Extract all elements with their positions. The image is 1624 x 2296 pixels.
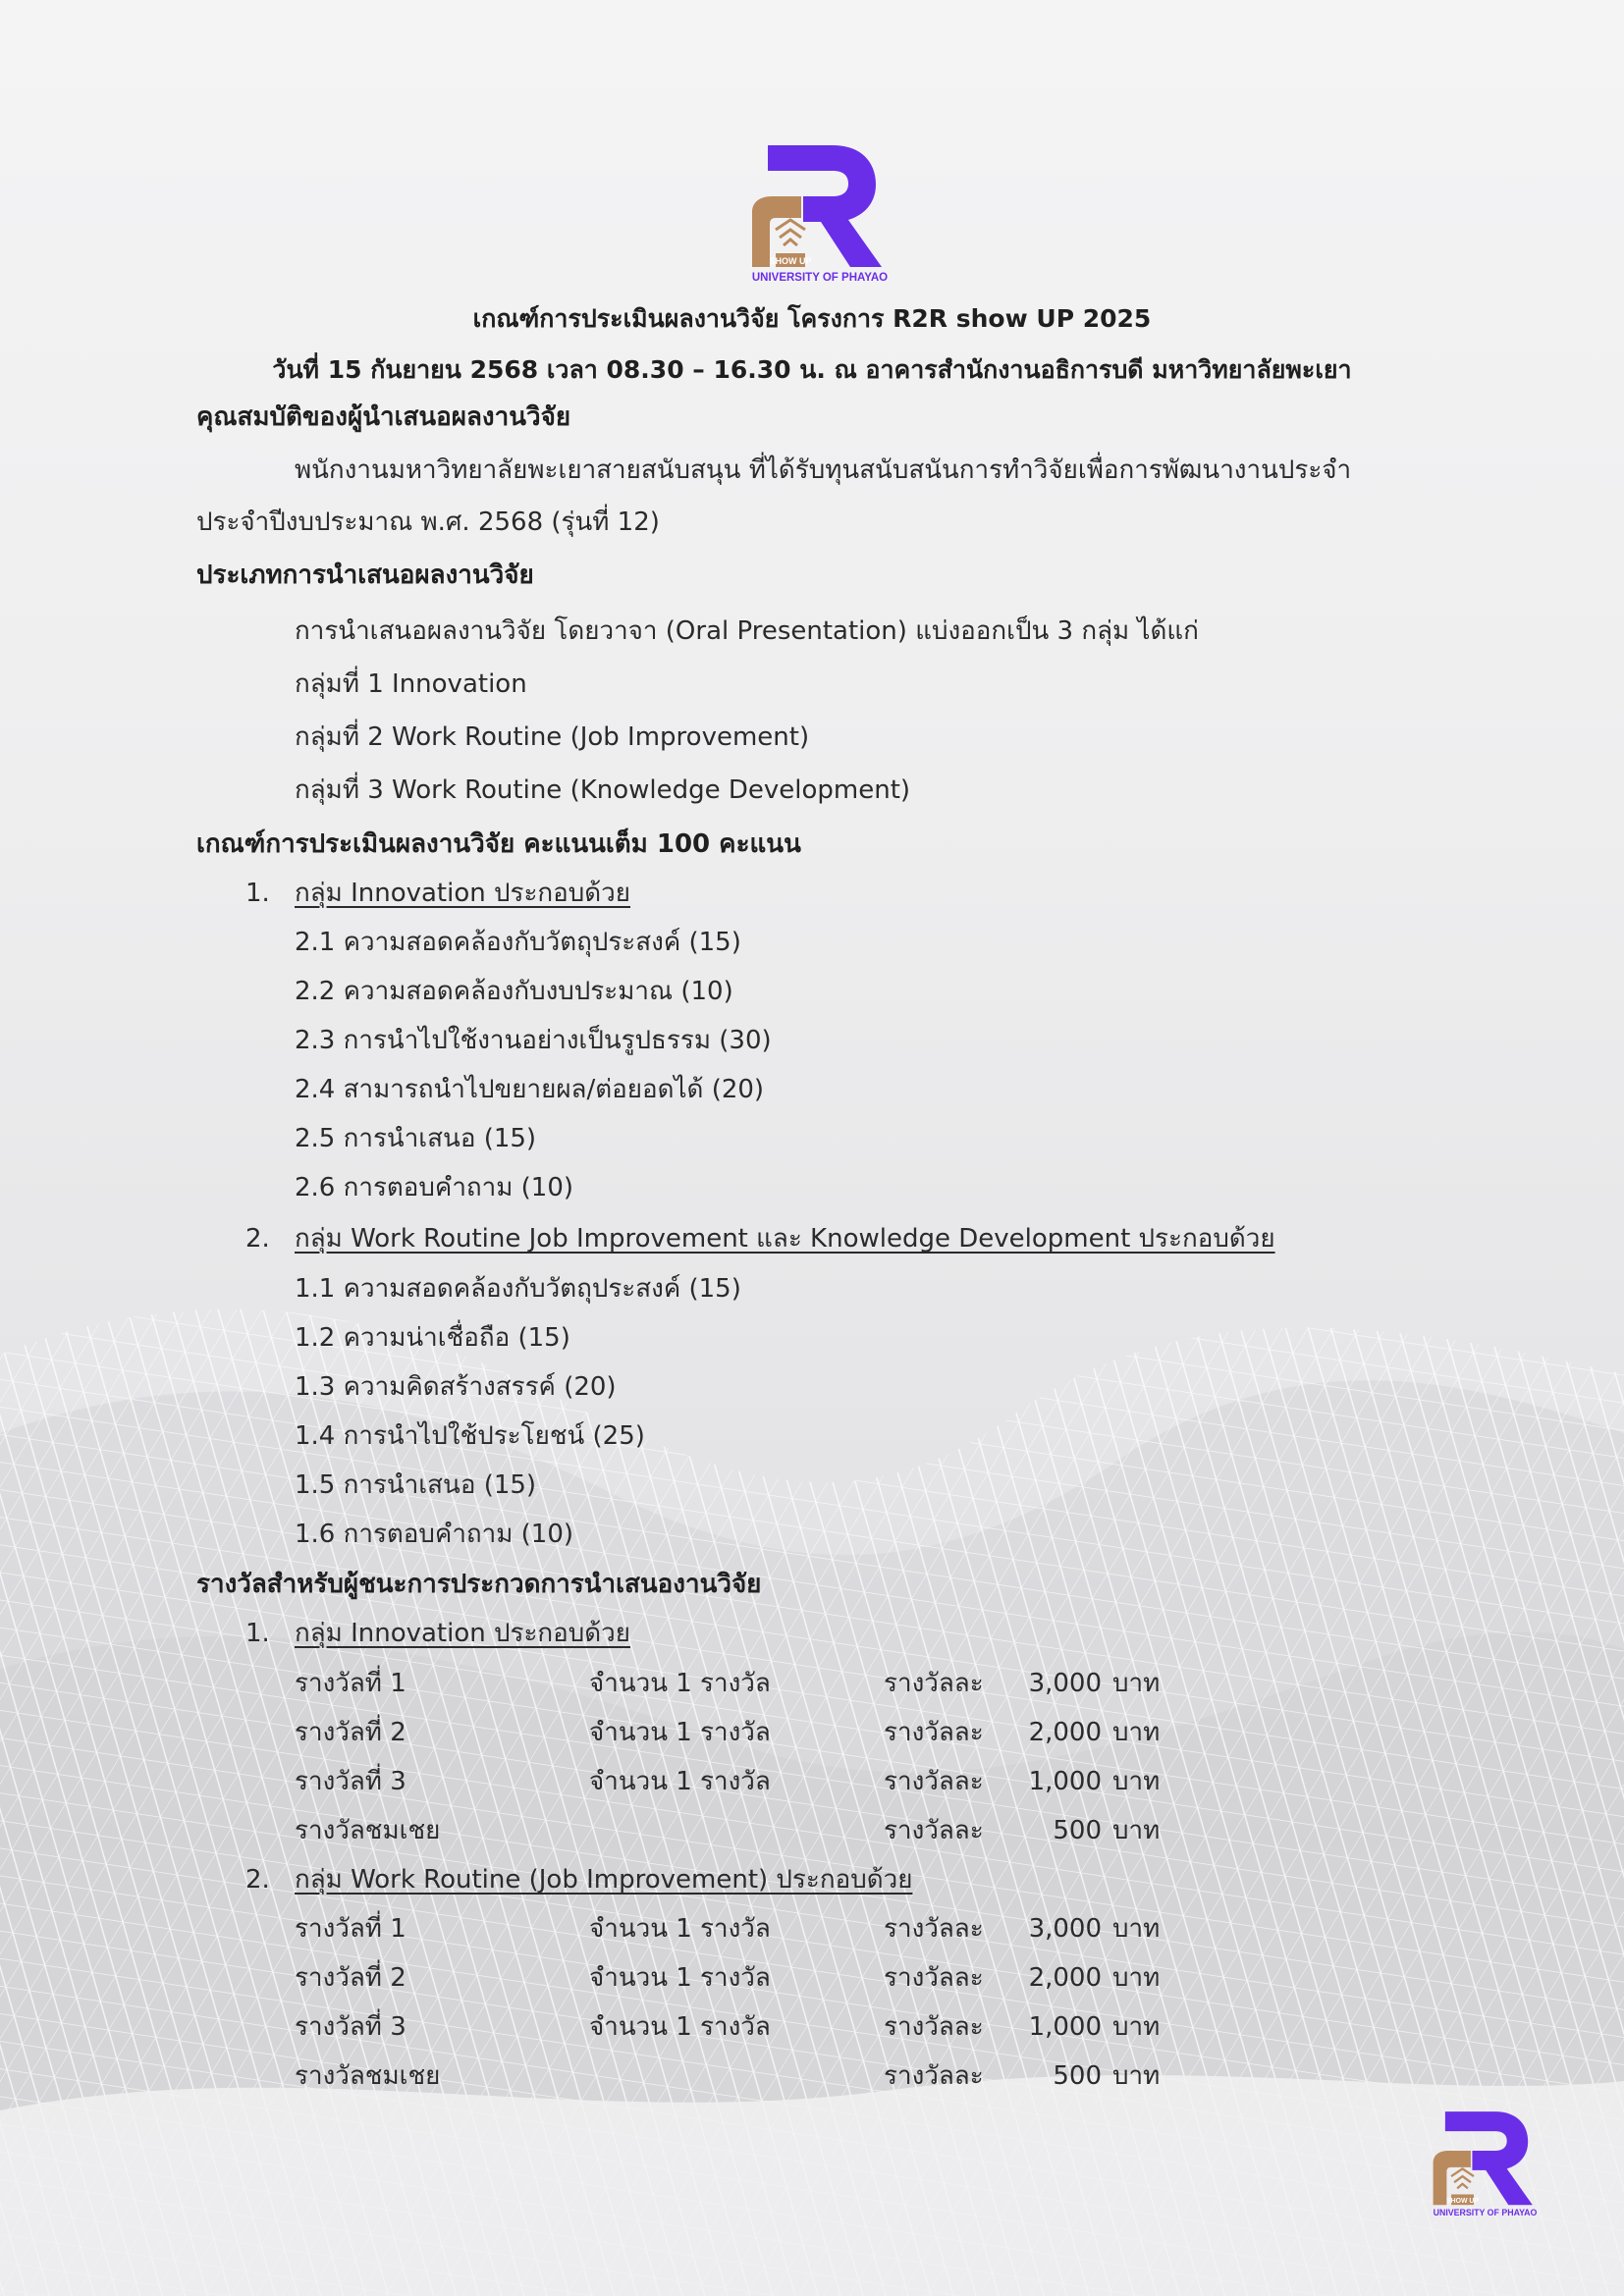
award-per-label: รางวัลละ <box>884 1669 984 1698</box>
award-per-label: รางวัลละ <box>884 1914 984 1944</box>
criteria-group2-number: 2. <box>245 1224 270 1254</box>
award-count: จำนวน 1 รางวัล <box>589 1669 771 1698</box>
award-name: รางวัลที่ 2 <box>295 1718 406 1747</box>
r2r-showup-logo <box>746 137 893 285</box>
criteria-item: 2.5 การนำเสนอ (15) <box>295 1124 537 1153</box>
award-unit: บาท <box>1112 1767 1161 1796</box>
criteria-item: 1.2 ความน่าเชื่อถือ (15) <box>295 1323 570 1353</box>
criteria-item: 2.4 สามารถนำไปขยายผล/ต่อยอดได้ (20) <box>295 1075 765 1104</box>
award-amount: 1,000 <box>1028 2012 1102 2042</box>
award-name: รางวัลที่ 2 <box>295 1963 406 1993</box>
r2r-showup-logo-small <box>1429 2106 1542 2218</box>
award-amount: 3,000 <box>1028 1914 1102 1944</box>
awards-heading: รางวัลสำหรับผู้ชนะการประกวดการนำเสนองานวิจัย <box>196 1570 762 1599</box>
awards-group1-title: กลุ่ม Innovation ประกอบด้วย <box>295 1619 631 1648</box>
award-amount: 2,000 <box>1028 1718 1102 1747</box>
criteria-item: 2.1 ความสอดคล้องกับวัตถุประสงค์ (15) <box>295 928 741 957</box>
criteria-item: 1.1 ความสอดคล้องกับวัตถุประสงค์ (15) <box>295 1274 741 1304</box>
award-amount: 500 <box>1053 2061 1102 2091</box>
criteria-item: 2.6 การตอบคำถาม (10) <box>295 1173 574 1202</box>
page-title: เกณฑ์การประเมินผลงานวิจัย โครงการ R2R show UP 2025 <box>472 304 1152 333</box>
criteria-item: 1.6 การตอบคำถาม (10) <box>295 1520 574 1549</box>
presentation-type-heading: ประเภทการนำเสนอผลงานวิจัย <box>196 561 534 590</box>
awards-group1-number: 1. <box>245 1619 270 1648</box>
award-count: จำนวน 1 รางวัล <box>589 1767 771 1796</box>
criteria-item: 1.4 การนำไปใช้ประโยชน์ (25) <box>295 1421 645 1451</box>
award-count: จำนวน 1 รางวัล <box>589 2012 771 2042</box>
awards-group2-number: 2. <box>245 1865 270 1895</box>
logo-university-text: UNIVERSITY OF PHAYAO <box>751 272 889 284</box>
award-name: รางวัลชมเชย <box>295 1816 441 1845</box>
award-count: จำนวน 1 รางวัล <box>589 1963 771 1993</box>
award-name: รางวัลที่ 3 <box>295 2012 406 2042</box>
criteria-group1-number: 1. <box>245 879 270 908</box>
award-unit: บาท <box>1112 1718 1161 1747</box>
award-unit: บาท <box>1112 1669 1161 1698</box>
award-per-label: รางวัลละ <box>884 1963 984 1993</box>
award-per-label: รางวัลละ <box>884 1816 984 1845</box>
award-name: รางวัลที่ 1 <box>295 1914 406 1944</box>
award-unit: บาท <box>1112 1914 1161 1944</box>
award-amount: 1,000 <box>1028 1767 1102 1796</box>
qualification-text-line2: ประจำปีงบประมาณ พ.ศ. 2568 (รุ่นที่ 12) <box>196 507 660 537</box>
criteria-item: 2.2 ความสอดคล้องกับงบประมาณ (10) <box>295 977 733 1006</box>
criteria-item: 2.3 การนำไปใช้งานอย่างเป็นรูปธรรม (30) <box>295 1026 772 1055</box>
award-per-label: รางวัลละ <box>884 1718 984 1747</box>
awards-group2-title: กลุ่ม Work Routine (Job Improvement) ประกอบด้วย <box>295 1865 913 1895</box>
presentation-group-item: กลุ่มที่ 3 Work Routine (Knowledge Development) <box>295 775 911 805</box>
award-name: รางวัลที่ 3 <box>295 1767 406 1796</box>
award-unit: บาท <box>1112 2061 1161 2091</box>
logo-showup-text: SHOW UP <box>1446 2197 1479 2205</box>
criteria-group1-title: กลุ่ม Innovation ประกอบด้วย <box>295 879 631 908</box>
criteria-group2-title: กลุ่ม Work Routine Job Improvement และ Knowledge Development ประกอบด้วย <box>295 1224 1275 1254</box>
criteria-heading: เกณฑ์การประเมินผลงานวิจัย คะแนนเต็ม 100 คะแนน <box>196 829 801 859</box>
award-per-label: รางวัลละ <box>884 1767 984 1796</box>
event-date-location: วันที่ 15 กันยายน 2568 เวลา 08.30 – 16.30 น. ณ อาคารสำนักงานอธิการบดี มหาวิทยาลัยพะเยา <box>272 355 1352 384</box>
award-count: จำนวน 1 รางวัล <box>589 1914 771 1944</box>
logo-university-text: UNIVERSITY OF PHAYAO <box>1433 2207 1538 2217</box>
qualification-heading: คุณสมบัติของผู้นำเสนอผลงานวิจัย <box>196 402 571 432</box>
award-name: รางวัลชมเชย <box>295 2061 441 2091</box>
award-amount: 500 <box>1053 1816 1102 1845</box>
award-unit: บาท <box>1112 2012 1161 2042</box>
award-count: จำนวน 1 รางวัล <box>589 1718 771 1747</box>
criteria-item: 1.3 ความคิดสร้างสรรค์ (20) <box>295 1372 617 1402</box>
award-amount: 2,000 <box>1028 1963 1102 1993</box>
presentation-type-intro: การนำเสนอผลงานวิจัย โดยวาจา (Oral Presentation) แบ่งออกเป็น 3 กลุ่ม ได้แก่ <box>295 616 1199 646</box>
qualification-text-line1: พนักงานมหาวิทยาลัยพะเยาสายสนับสนุน ที่ได้รับทุนสนับสนันการทำวิจัยเพื่อการพัฒนางานประจำ <box>295 455 1352 485</box>
logo-showup-text: SHOW UP <box>769 256 812 266</box>
criteria-item: 1.5 การนำเสนอ (15) <box>295 1470 537 1500</box>
presentation-group-item: กลุ่มที่ 1 Innovation <box>295 669 527 699</box>
award-per-label: รางวัลละ <box>884 2061 984 2091</box>
award-per-label: รางวัลละ <box>884 2012 984 2042</box>
award-amount: 3,000 <box>1028 1669 1102 1698</box>
award-unit: บาท <box>1112 1963 1161 1993</box>
presentation-group-item: กลุ่มที่ 2 Work Routine (Job Improvement) <box>295 722 810 752</box>
award-name: รางวัลที่ 1 <box>295 1669 406 1698</box>
award-unit: บาท <box>1112 1816 1161 1845</box>
